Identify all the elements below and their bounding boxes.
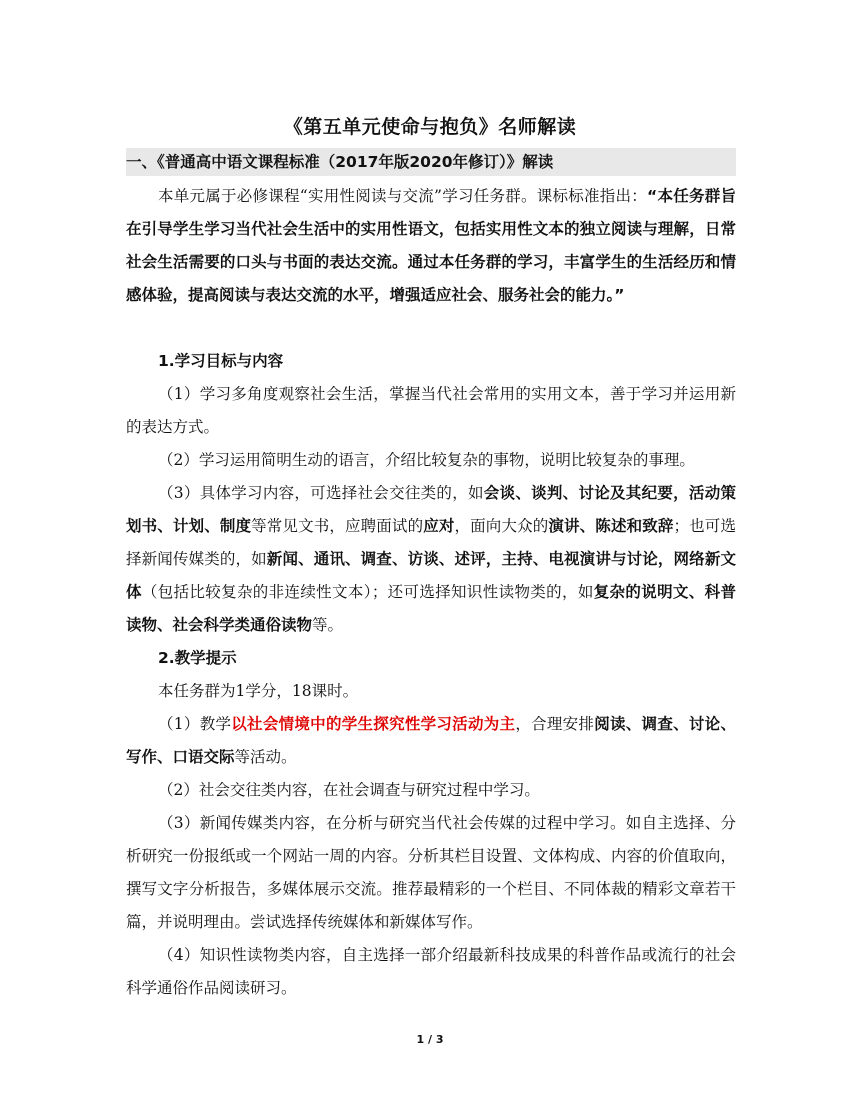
heading-teaching-tips: 2.教学提示 <box>158 649 237 667</box>
goal-2: （2）学习运用简明生动的语言，介绍比较复杂的事物，说明比较复杂的事理。 <box>158 451 695 469</box>
section-heading-bar <box>126 148 736 176</box>
section-heading: 一、《普通高中语文课程标准（2017年版2020年修订）》解读 <box>126 153 554 171</box>
page-title: 《第五单元使命与抱负》名师解读 <box>283 116 577 138</box>
bold-text: 应对 <box>423 517 455 535</box>
text: （1）教学 <box>158 715 232 733</box>
bold-text: 演讲、陈述和致辞 <box>548 517 674 535</box>
text: （包括比较复杂的非连续性文本）；还可选择知识性读物类的，如 <box>141 583 594 601</box>
bold-text: 会谈、谈判、讨论及其纪要，活动策划书、计划、制度 <box>126 484 736 535</box>
page-number: 1 / 3 <box>416 1033 444 1046</box>
tip-1 <box>126 708 736 774</box>
text: ，合理安排 <box>515 715 595 733</box>
tip-0: 本任务群为1学分，18课时。 <box>158 682 359 700</box>
text: ，面向大众的 <box>454 517 549 535</box>
bold-text: 新闻、通讯、调查、访谈、述评，主持、电视演讲与讨论，网络新文体 <box>126 550 736 601</box>
heading-goals: 1.学习目标与内容 <box>158 352 284 370</box>
bold-text: 阅读、调查、讨论、写作、口语交际 <box>126 715 736 766</box>
intro-quote: “本任务群旨在引导学生学习当代社会生活中的实用性语文，包括实用性文本的独立阅读与理解，日常社会生活需要的口头与书面的表达交流。通过本任务群的学习，丰富学生的生活经历和情感体验，提高阅读与表达交流的水平，增强适应社会、服务社会的能力。” <box>126 187 736 304</box>
intro-lead: 本单元属于必修课程“实用性阅读与交流”学习任务群。课标标准指出： <box>158 187 648 205</box>
bold-text: 复杂的说明文、科普读物、社会科学类通俗读物 <box>126 583 736 634</box>
highlight-text: 以社会情境中的学生探究性学习活动为主 <box>231 715 516 733</box>
tip-4: （4）知识性读物类内容，自主选择一部介绍最新科技成果的科普作品或流行的社会科学通俗作品阅读研习。 <box>126 946 736 997</box>
intro-paragraph <box>126 180 736 312</box>
goal-1: （1）学习多角度观察社会生活，掌握当代社会常用的实用文本，善于学习并运用新的表达方式。 <box>126 385 736 436</box>
text: 等活动。 <box>234 748 297 766</box>
text: ；也可选择新闻传媒类的，如 <box>126 517 736 568</box>
text: （3）具体学习内容，可选择社会交往类的，如 <box>158 484 484 502</box>
goal-3 <box>126 477 736 642</box>
tip-2: （2）社会交往类内容，在社会调查与研究过程中学习。 <box>158 781 540 799</box>
text: 等常见文书，应聘面试的 <box>251 517 424 535</box>
text: 等。 <box>312 616 344 634</box>
tip-3: （3）新闻传媒类内容，在分析与研究当代社会传媒的过程中学习。如自主选择、分析研究一份报纸或一个网站一周的内容。分析其栏目设置、文体构成、内容的价值取向，撰写文字分析报告，多媒体展示交流。推荐最精彩的一个栏目、不同体裁的精彩文章若干篇，并说明理由。尝试选择传统媒体和新媒体写作。 <box>126 814 736 931</box>
